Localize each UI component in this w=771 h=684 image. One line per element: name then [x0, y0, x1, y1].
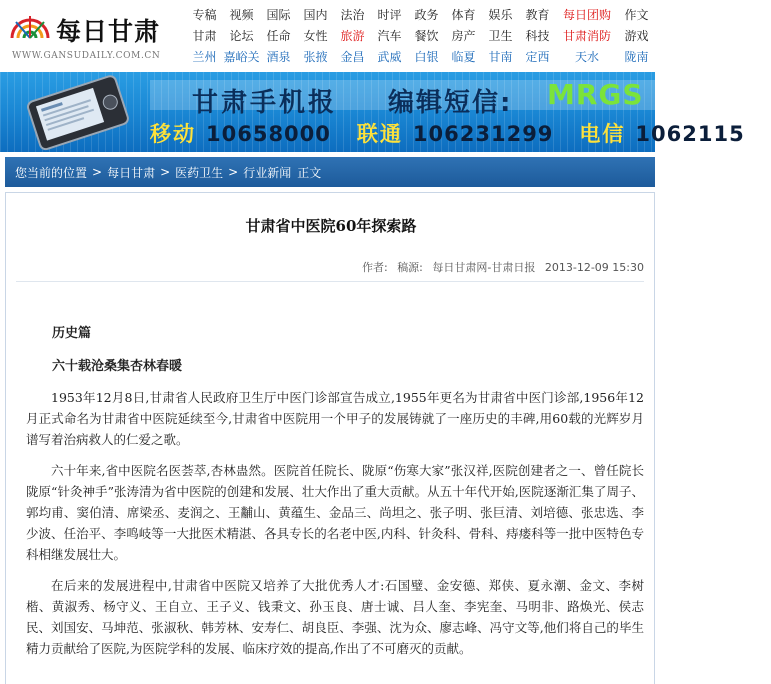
nav-link[interactable]: 房产: [451, 29, 476, 43]
breadcrumb-item-home[interactable]: 每日甘肃: [107, 165, 156, 180]
nav-link[interactable]: 武威: [377, 50, 402, 64]
nav-link[interactable]: 酒泉: [266, 50, 291, 64]
nav-link[interactable]: 视频: [229, 8, 254, 22]
article-container: [5, 192, 655, 684]
carrier-mobile: 移动: [150, 122, 196, 146]
nav-link[interactable]: 陇南: [624, 50, 649, 64]
nav-link[interactable]: 定西: [525, 50, 550, 64]
nav-link[interactable]: 娱乐: [488, 8, 513, 22]
banner-carrier-numbers: [150, 118, 771, 148]
article-body: [26, 323, 644, 659]
section-heading: 历史篇: [52, 326, 92, 341]
breadcrumb-separator: >: [160, 165, 171, 179]
nav-row: [186, 46, 655, 67]
nav-link[interactable]: 政务: [414, 8, 439, 22]
breadcrumb-separator: >: [92, 165, 103, 179]
nav-link[interactable]: 白银: [414, 50, 439, 64]
carrier-telecom: 电信: [579, 122, 626, 146]
main-nav: [186, 4, 655, 67]
nav-link[interactable]: 法治: [340, 8, 365, 22]
breadcrumb-item-medicine[interactable]: 医药卫生: [175, 165, 224, 180]
nav-link[interactable]: 嘉峪关: [223, 50, 260, 64]
nav-link[interactable]: 教育: [525, 8, 550, 22]
number-unicom: 106231299: [412, 122, 554, 146]
nav-link[interactable]: 时评: [377, 8, 402, 22]
article-title: 甘肃省中医院60年探索路: [245, 217, 417, 235]
nav-link[interactable]: 旅游: [340, 29, 365, 43]
nav-link[interactable]: 体育: [451, 8, 476, 22]
breadcrumb-prefix: 您当前的位置: [15, 165, 88, 180]
meta-source: 每日甘肃网-甘肃日报: [432, 261, 536, 274]
meta-source-label: 稿源:: [397, 261, 423, 274]
breadcrumb-current: 正文: [297, 165, 322, 180]
logo-url: WWW.GANSUDAILY.COM.CN: [12, 51, 161, 61]
paragraph: 在后来的发展进程中,甘肃省中医院又培养了大批优秀人才:石国璧、金安德、郑侠、夏永潮、金文、李树楷、黄淑秀、杨守义、王自立、王子义、钱秉文、孙玉良、唐士诚、吕人奎、李宪奎、马明非、路焕光、侯志民、刘国安、马坤范、张淑秋、韩芳林、安寿仁、胡良臣、李强、沈为众、廖志峰、冯守文等,他们将自己的毕生精力贡献给了医院,为医院学科的发展、临床疗效的提高,作出了不可磨灭的贡献。: [26, 578, 644, 656]
banner-edit-label: 编辑短信:: [388, 88, 513, 118]
logo-text: 每日甘肃: [56, 17, 161, 46]
nav-link[interactable]: 作文: [624, 8, 649, 22]
number-telecom: 1062115: [635, 122, 745, 146]
meta-author-label: 作者:: [361, 261, 388, 274]
nav-link[interactable]: 临夏: [451, 50, 476, 64]
nav-link[interactable]: 张掖: [303, 50, 328, 64]
article-meta: [356, 259, 644, 275]
number-mobile: 10658000: [206, 122, 331, 146]
article-subheading: 六十载沧桑集杏林春暖: [52, 359, 183, 374]
mobile-news-banner[interactable]: [0, 72, 745, 152]
nav-link[interactable]: 国际: [266, 8, 291, 22]
banner-sms-code: MRGS: [547, 78, 644, 111]
nav-link[interactable]: 每日团购: [562, 8, 611, 22]
carrier-unicom: 联通: [356, 122, 403, 146]
nav-row: [186, 25, 655, 46]
nav-link[interactable]: 甘肃消防: [562, 29, 611, 43]
sunburst-logo-icon: [8, 12, 52, 46]
meta-datetime: 2013-12-09 15:30: [544, 261, 644, 274]
nav-link[interactable]: 游戏: [624, 29, 649, 43]
nav-link[interactable]: 金昌: [340, 50, 365, 64]
nav-link[interactable]: 卫生: [488, 29, 513, 43]
nav-link[interactable]: 餐饮: [414, 29, 439, 43]
nav-link[interactable]: 汽车: [377, 29, 402, 43]
paragraph: 1953年12月8日,甘肃省人民政府卫生厅中医门诊部宣告成立,1955年更名为甘肃省中医门诊部,1956年12月正式命名为甘肃省中医院延续至今,甘肃省中医院用一个甲子的发展铸就了一座历史的丰碑,用60载的光辉岁月谱写着治病救人的仁爱之歌。: [26, 390, 644, 447]
breadcrumb-item-industry-news[interactable]: 行业新闻: [243, 165, 292, 180]
nav-link[interactable]: 天水: [574, 50, 599, 64]
banner-title: 甘肃手机报: [192, 88, 338, 118]
nav-link[interactable]: 甘南: [488, 50, 513, 64]
mobile-phone-icon: [18, 78, 136, 148]
paragraph: 六十年来,省中医院名医荟萃,杏林蛊然。医院首任院长、陇原“伤寒大家”张汉祥,医院创建者之一、曾任院长陇原“针灸神手”张涛清为省中医院的创建和发展、壮大作出了重大贡献。从五十年代开始,医院逐渐汇集了周子、郭均甫、窦伯清、席梁丞、麦润之、王黼山、黄蕴生、金品三、尚坦之、张子明、张巨清、刘培德、张忠选、李少波、任治平、李鸣岐等一大批医术精湛、各具专长的名老中医,内科、针灸科、骨科、痔瘘科等一批中医特色专科相继发展壮大。: [26, 463, 644, 562]
nav-link[interactable]: 科技: [525, 29, 550, 43]
nav-link[interactable]: 国内: [303, 8, 328, 22]
meta-divider: [16, 281, 644, 282]
site-logo[interactable]: [8, 4, 188, 66]
nav-link[interactable]: 女性: [303, 29, 328, 43]
nav-link[interactable]: 兰州: [192, 50, 217, 64]
nav-link[interactable]: 任命: [266, 29, 291, 43]
breadcrumb: [5, 157, 655, 187]
nav-link[interactable]: 专稿: [192, 8, 217, 22]
site-header: [0, 0, 655, 70]
nav-row: [186, 4, 655, 25]
breadcrumb-separator: >: [228, 165, 239, 179]
nav-link[interactable]: 论坛: [229, 29, 254, 43]
nav-link[interactable]: 甘肃: [192, 29, 217, 43]
